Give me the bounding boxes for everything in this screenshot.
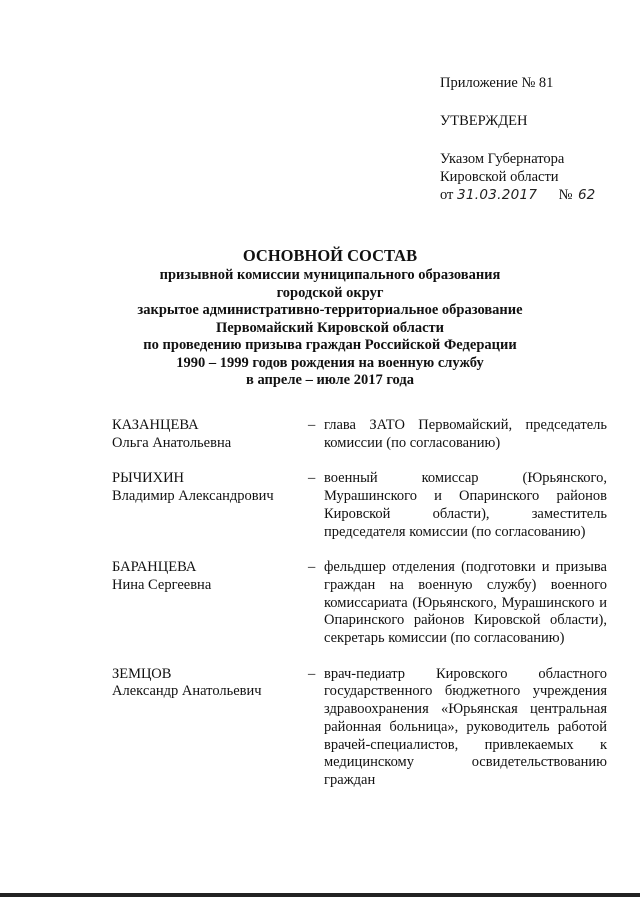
title-line: по проведению призыва граждан Российской Федерации	[143, 337, 517, 353]
bottom-rule	[0, 893, 640, 897]
title-line: призывной комиссии муниципального образования	[159, 267, 501, 283]
date-prefix: от	[440, 187, 454, 203]
member-person	[112, 666, 308, 790]
member-name: Владимир Александрович	[112, 488, 274, 505]
member-surname: РЫЧИХИН	[112, 470, 185, 487]
members-list	[112, 417, 607, 808]
member-entry	[112, 470, 607, 541]
title-main: ОСНОВНОЙ СОСТАВ	[242, 246, 418, 265]
member-role: врач-педиатр Кировского областного государственного бюджетного учреждения здравоохранения «Юрьянская центральная районная больница», руководитель работой врачей-специалистов, привлекаемых к медицинскому освидетельствованию граждан	[324, 665, 607, 788]
member-name: Нина Сергеевна	[112, 576, 212, 593]
member-surname: КАЗАНЦЕВА	[112, 417, 199, 433]
number-prefix: №	[558, 187, 573, 203]
member-role: военный комиссар (Юрьянского, Мурашинского и Опаринского районов Кировской области), заместитель председателя комиссии (по согласованию)	[324, 470, 607, 540]
member-surname: ЗЕМЦОВ	[112, 665, 172, 682]
member-person	[112, 470, 308, 541]
member-entry	[112, 666, 607, 790]
member-name: Ольга Анатольевна	[112, 434, 232, 451]
title-line: 1990 – 1999 годов рождения на военную службу	[176, 354, 484, 371]
member-name: Александр Анатольевич	[112, 683, 262, 700]
member-person	[112, 417, 308, 452]
title-line: закрытое административно-территориальное образование	[137, 302, 523, 318]
member-surname: БАРАНЦЕВА	[112, 559, 197, 576]
title-line: Первомайский Кировской области	[215, 319, 445, 336]
member-person	[112, 559, 308, 648]
member-entry	[112, 559, 607, 648]
member-dash: –	[308, 417, 316, 433]
decree-line-2: Кировской области	[440, 169, 559, 185]
member-dash: –	[308, 665, 316, 682]
member-dash: –	[308, 470, 316, 487]
member-role: глава ЗАТО Первомайский, председатель комиссии (по согласованию)	[324, 417, 607, 451]
handwritten-number: 62	[578, 187, 596, 203]
document-title	[100, 246, 560, 390]
title-line: городской округ	[276, 284, 384, 301]
appendix-number: Приложение № 81	[440, 75, 554, 91]
title-line: в апреле – июле 2017 года	[246, 372, 414, 388]
member-dash: –	[308, 559, 316, 576]
decree-line-1: Указом Губернатора	[440, 151, 565, 167]
member-role: фельдшер отделения (подготовки и призыва граждан на военную службу) военного комиссариата (Юрьянского, Мурашинского и Опаринского районов Кировской области), секретарь комиссии (по согласованию)	[324, 559, 607, 647]
decree-date-line	[440, 186, 630, 204]
approval-block	[440, 74, 630, 204]
handwritten-date: 31.03.2017	[457, 187, 538, 203]
approved-label: УТВЕРЖДЕН	[440, 113, 528, 129]
member-entry	[112, 417, 607, 452]
